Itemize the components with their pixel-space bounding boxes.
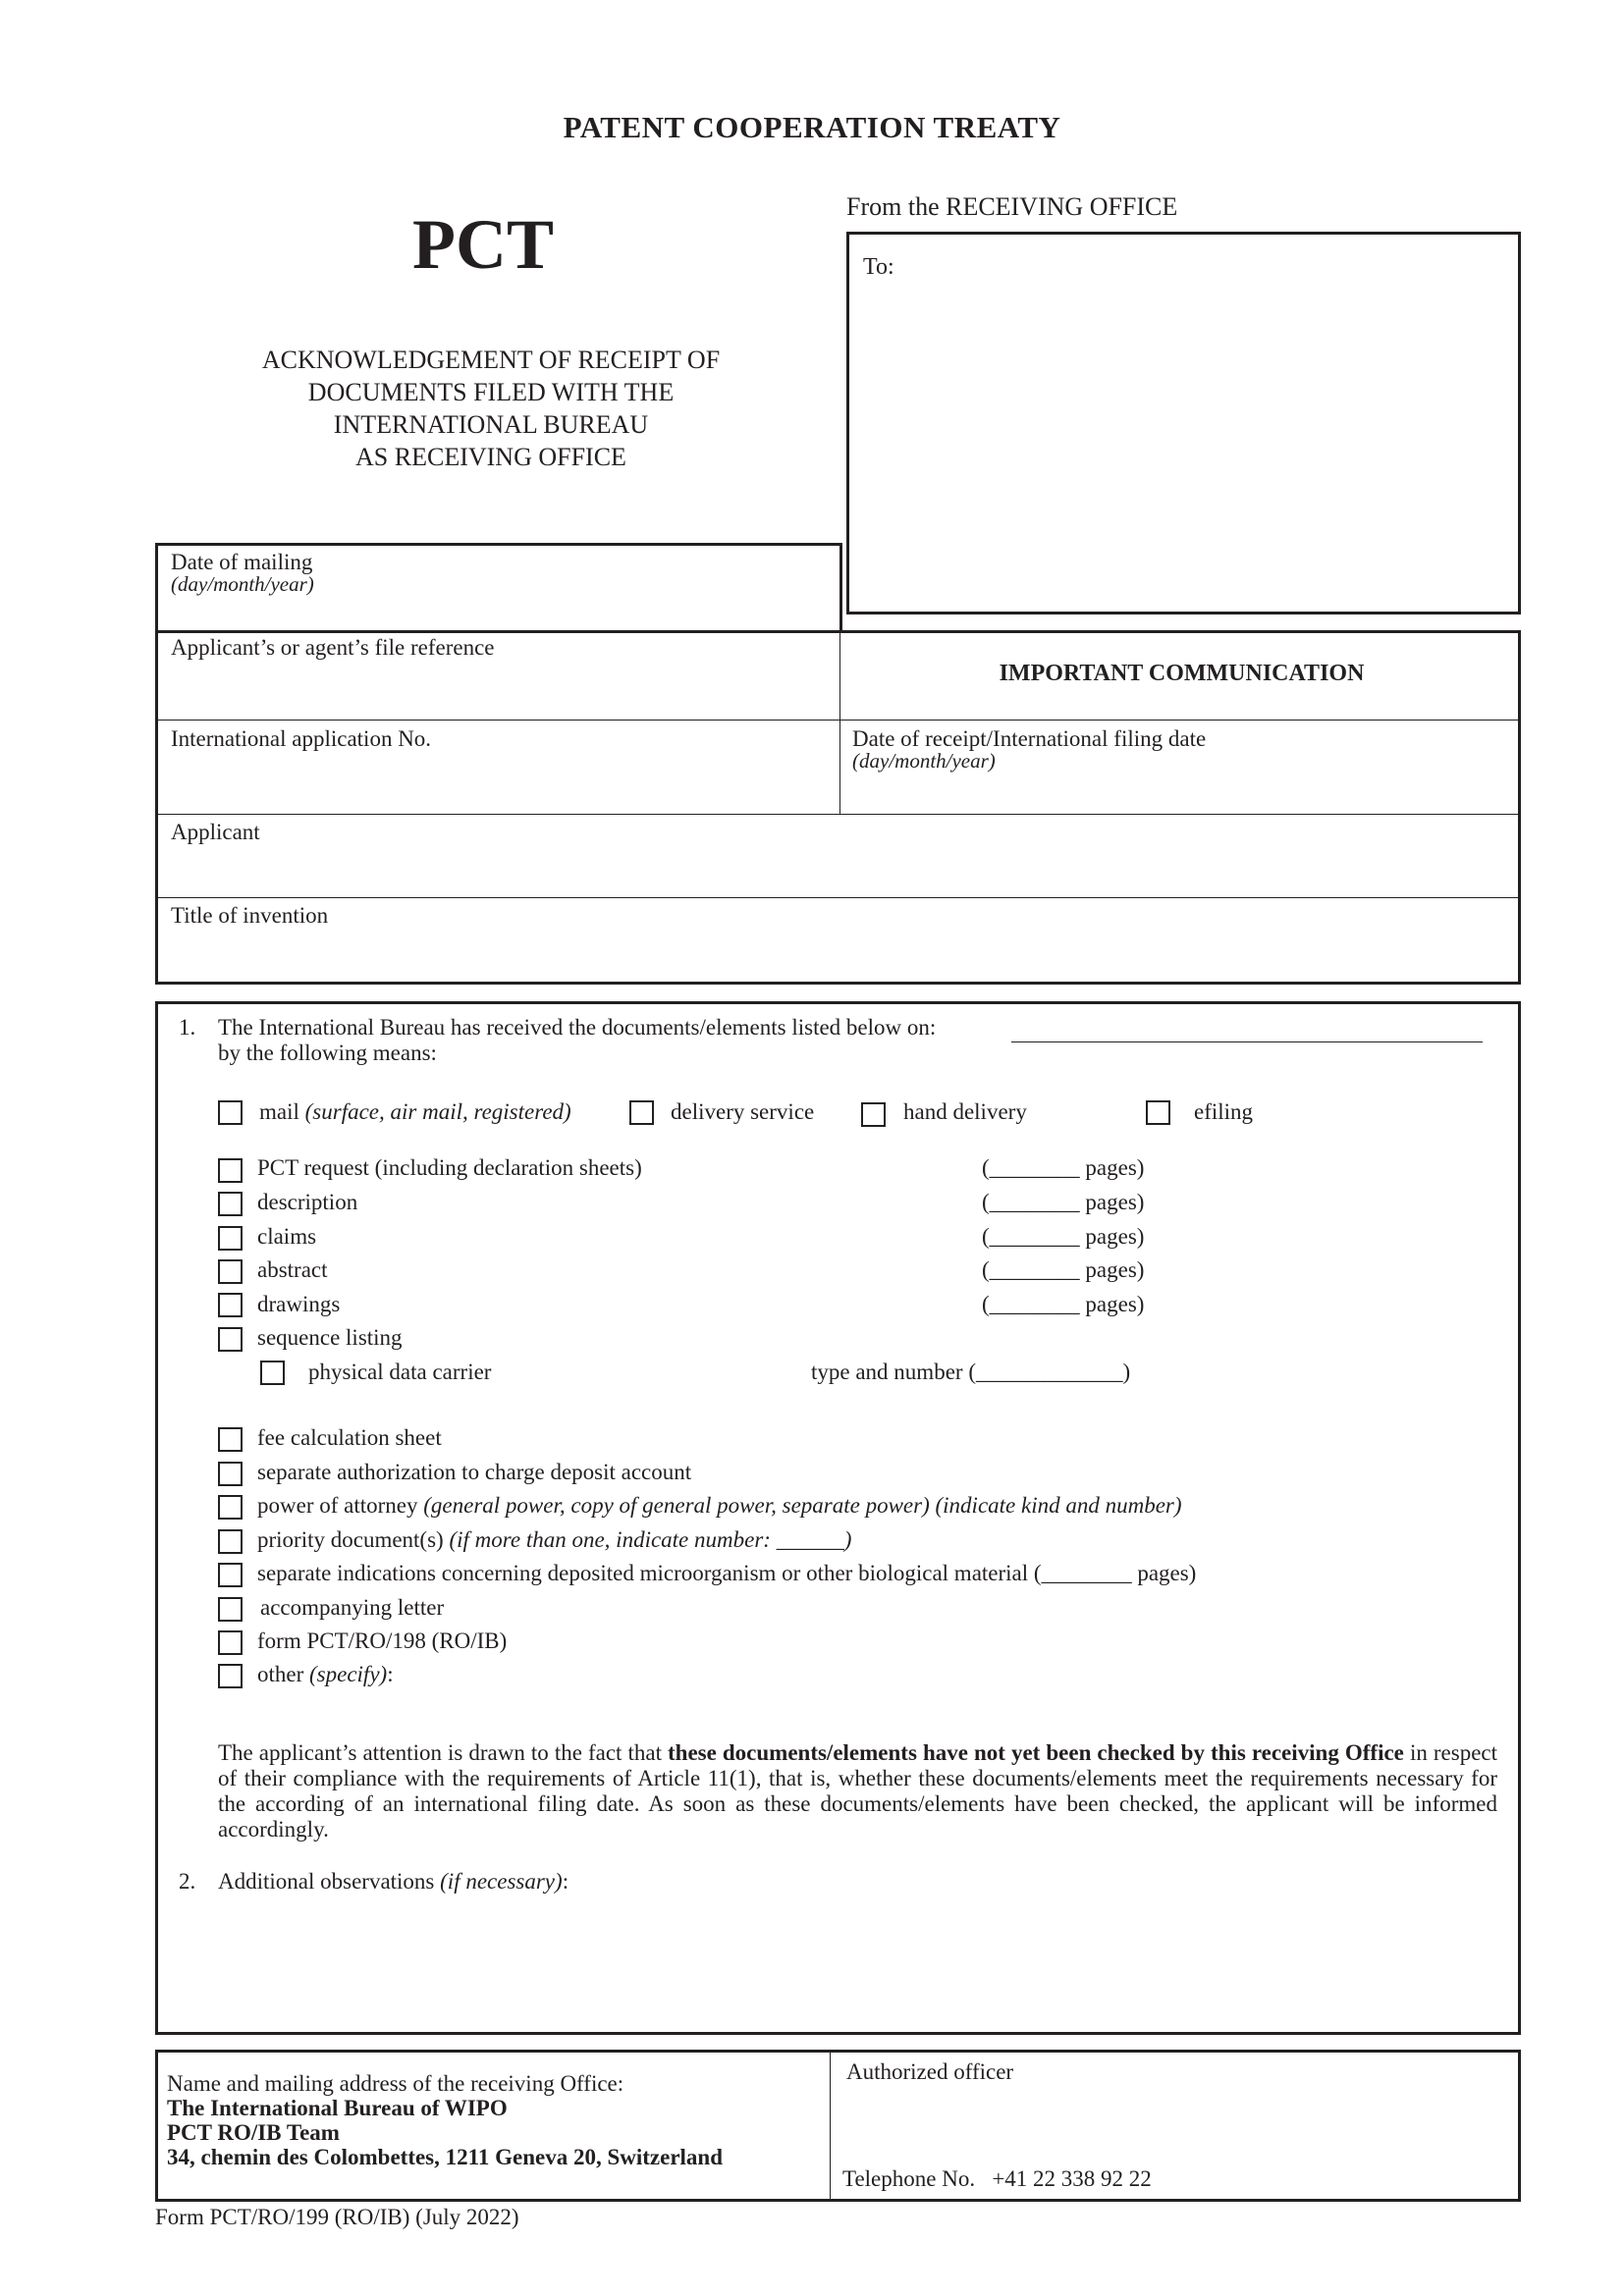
power-of-attorney-checkbox[interactable] <box>218 1495 243 1520</box>
poa-note: (general power, copy of general power, separate power) (indicate kind and number) <box>423 1493 1182 1518</box>
power-of-attorney-label <box>257 1493 1182 1519</box>
applicant-field[interactable] <box>157 816 1519 897</box>
office-team: PCT RO/IB Team <box>167 2120 340 2145</box>
delivery-service-label: delivery service <box>671 1099 815 1124</box>
hand-delivery-checkbox[interactable] <box>861 1102 886 1127</box>
from-label: From the RECEIVING OFFICE <box>846 192 1178 221</box>
authorized-officer-label: Authorized officer <box>846 2059 1014 2084</box>
file-reference-label: Applicant’s or agent’s file reference <box>171 635 495 660</box>
priority-text: priority document(s) <box>257 1527 444 1552</box>
section1-line2: by the following means: <box>218 1041 437 1065</box>
to-address-box[interactable] <box>846 232 1521 614</box>
abstract-checkbox[interactable] <box>218 1259 243 1284</box>
section2-colon: : <box>562 1869 569 1894</box>
mail-text: mail <box>259 1099 299 1124</box>
fee-sheet-checkbox[interactable] <box>218 1427 243 1452</box>
deposit-auth-label: separate authorization to charge deposit account <box>257 1460 692 1484</box>
mail-label <box>259 1099 571 1125</box>
form-title-line: INTERNATIONAL BUREAU <box>333 410 649 439</box>
mail-note: (surface, air mail, registered) <box>304 1099 571 1124</box>
attention-paragraph <box>218 1740 1497 1842</box>
divider <box>157 814 1519 815</box>
claims-label: claims <box>257 1224 317 1249</box>
date-receipt-format: (day/month/year) <box>852 749 996 773</box>
file-reference-field[interactable] <box>157 632 839 720</box>
physical-carrier-checkbox[interactable] <box>260 1361 285 1385</box>
divider <box>157 720 1519 721</box>
description-label: description <box>257 1190 358 1214</box>
description-checkbox[interactable] <box>218 1192 243 1216</box>
additional-observations-field[interactable] <box>218 1899 1494 2022</box>
other-note: (specify) <box>309 1662 388 1686</box>
authorized-officer-field[interactable] <box>844 2086 1512 2164</box>
attention-text-b: in respect of their compliance with the requirements of Article 11(1), that is, whether these documents/elements meet the requirements necessary for the according of an international filing date. As soon as these documents/elements have been checked, the applicant will be informed accordingly. <box>218 1740 1498 1842</box>
office-name: The International Bureau of WIPO <box>167 2096 508 2120</box>
section2-text: Additional observations <box>218 1869 435 1894</box>
telephone-number: +41 22 338 92 22 <box>992 2166 1152 2191</box>
intl-app-no-label: International application No. <box>171 726 432 751</box>
claims-checkbox[interactable] <box>218 1226 243 1251</box>
pct-request-label: PCT request (including declaration sheets) <box>257 1155 642 1180</box>
sequence-listing-checkbox[interactable] <box>218 1327 243 1352</box>
accompanying-letter-label: accompanying letter <box>260 1595 445 1620</box>
section1-number: 1. <box>179 1015 196 1040</box>
efiling-label: efiling <box>1194 1099 1254 1124</box>
form198-label: form PCT/RO/198 (RO/IB) <box>257 1629 508 1653</box>
efiling-checkbox[interactable] <box>1146 1100 1170 1125</box>
title-invention-label: Title of invention <box>171 903 329 928</box>
telephone-row <box>842 2166 1152 2191</box>
form-title <box>196 344 785 473</box>
treaty-title: PATENT COOPERATION TREATY <box>563 110 1061 144</box>
form-id: Form PCT/RO/199 (RO/IB) (July 2022) <box>155 2205 519 2229</box>
drawings-checkbox[interactable] <box>218 1293 243 1317</box>
title-invention-field[interactable] <box>157 899 1519 983</box>
deposit-auth-checkbox[interactable] <box>218 1462 243 1486</box>
to-label: To: <box>863 254 894 280</box>
sequence-listing-label: sequence listing <box>257 1325 403 1350</box>
intl-app-no-field[interactable] <box>157 721 839 814</box>
form-title-line: DOCUMENTS FILED WITH THE <box>307 378 675 406</box>
divider <box>157 897 1519 898</box>
priority-label <box>257 1527 851 1553</box>
important-communication: IMPORTANT COMMUNICATION <box>999 661 1365 686</box>
form-title-line: ACKNOWLEDGEMENT OF RECEIPT OF <box>261 346 721 374</box>
claims-pages[interactable]: (________ pages) <box>982 1224 1145 1249</box>
telephone-label: Telephone No. <box>842 2166 976 2191</box>
date-receipt-label: Date of receipt/International filing date <box>852 726 1207 751</box>
section1-line1: The International Bureau has received the documents/elements listed below on: <box>218 1015 937 1040</box>
poa-text: power of attorney <box>257 1493 418 1518</box>
pct-request-pages[interactable]: (________ pages) <box>982 1155 1145 1180</box>
date-mailing-format: (day/month/year) <box>171 572 314 596</box>
microorganism-checkbox[interactable] <box>218 1563 243 1587</box>
abstract-pages[interactable]: (________ pages) <box>982 1257 1145 1282</box>
priority-checkbox[interactable] <box>218 1529 243 1554</box>
section2-label <box>218 1869 568 1895</box>
hand-delivery-label: hand delivery <box>903 1099 1027 1124</box>
type-number-field[interactable]: type and number (_____________) <box>811 1360 1131 1384</box>
abstract-label: abstract <box>257 1257 328 1282</box>
pct-heading: PCT <box>412 205 554 284</box>
microorganism-label: separate indications concerning deposited microorganism or other biological material (________ pages) <box>257 1561 1197 1585</box>
attention-text-bold: these documents/elements have not yet been checked by this receiving Office <box>668 1740 1404 1765</box>
attention-text-a: The applicant’s attention is drawn to the fact that <box>218 1740 669 1765</box>
office-street: 34, chemin des Colombettes, 1211 Geneva 20, Switzerland <box>167 2145 724 2169</box>
form198-checkbox[interactable] <box>218 1630 243 1655</box>
date-receipt-field[interactable] <box>841 721 1519 814</box>
mail-checkbox[interactable] <box>218 1100 243 1125</box>
other-label <box>257 1662 394 1687</box>
delivery-service-checkbox[interactable] <box>629 1100 654 1125</box>
drawings-pages[interactable]: (________ pages) <box>982 1292 1145 1316</box>
date-mailing-label: Date of mailing <box>171 550 313 574</box>
section2-number: 2. <box>179 1869 196 1894</box>
form-title-line: AS RECEIVING OFFICE <box>355 443 626 471</box>
accompanying-letter-checkbox[interactable] <box>218 1597 243 1622</box>
pct-request-checkbox[interactable] <box>218 1158 243 1183</box>
other-checkbox[interactable] <box>218 1664 243 1688</box>
physical-carrier-label: physical data carrier <box>308 1360 492 1384</box>
priority-note: (if more than one, indicate number: ______) <box>449 1527 852 1552</box>
fee-sheet-label: fee calculation sheet <box>257 1425 442 1450</box>
description-pages[interactable]: (________ pages) <box>982 1190 1145 1214</box>
divider <box>830 2052 831 2200</box>
applicant-label: Applicant <box>171 820 260 844</box>
divider <box>839 632 840 815</box>
drawings-label: drawings <box>257 1292 341 1316</box>
received-date-line[interactable] <box>1011 1041 1483 1042</box>
section2-note: (if necessary) <box>440 1869 563 1894</box>
other-text: other <box>257 1662 304 1686</box>
other-colon: : <box>387 1662 394 1686</box>
office-address-label: Name and mailing address of the receiving Office: <box>167 2071 624 2096</box>
